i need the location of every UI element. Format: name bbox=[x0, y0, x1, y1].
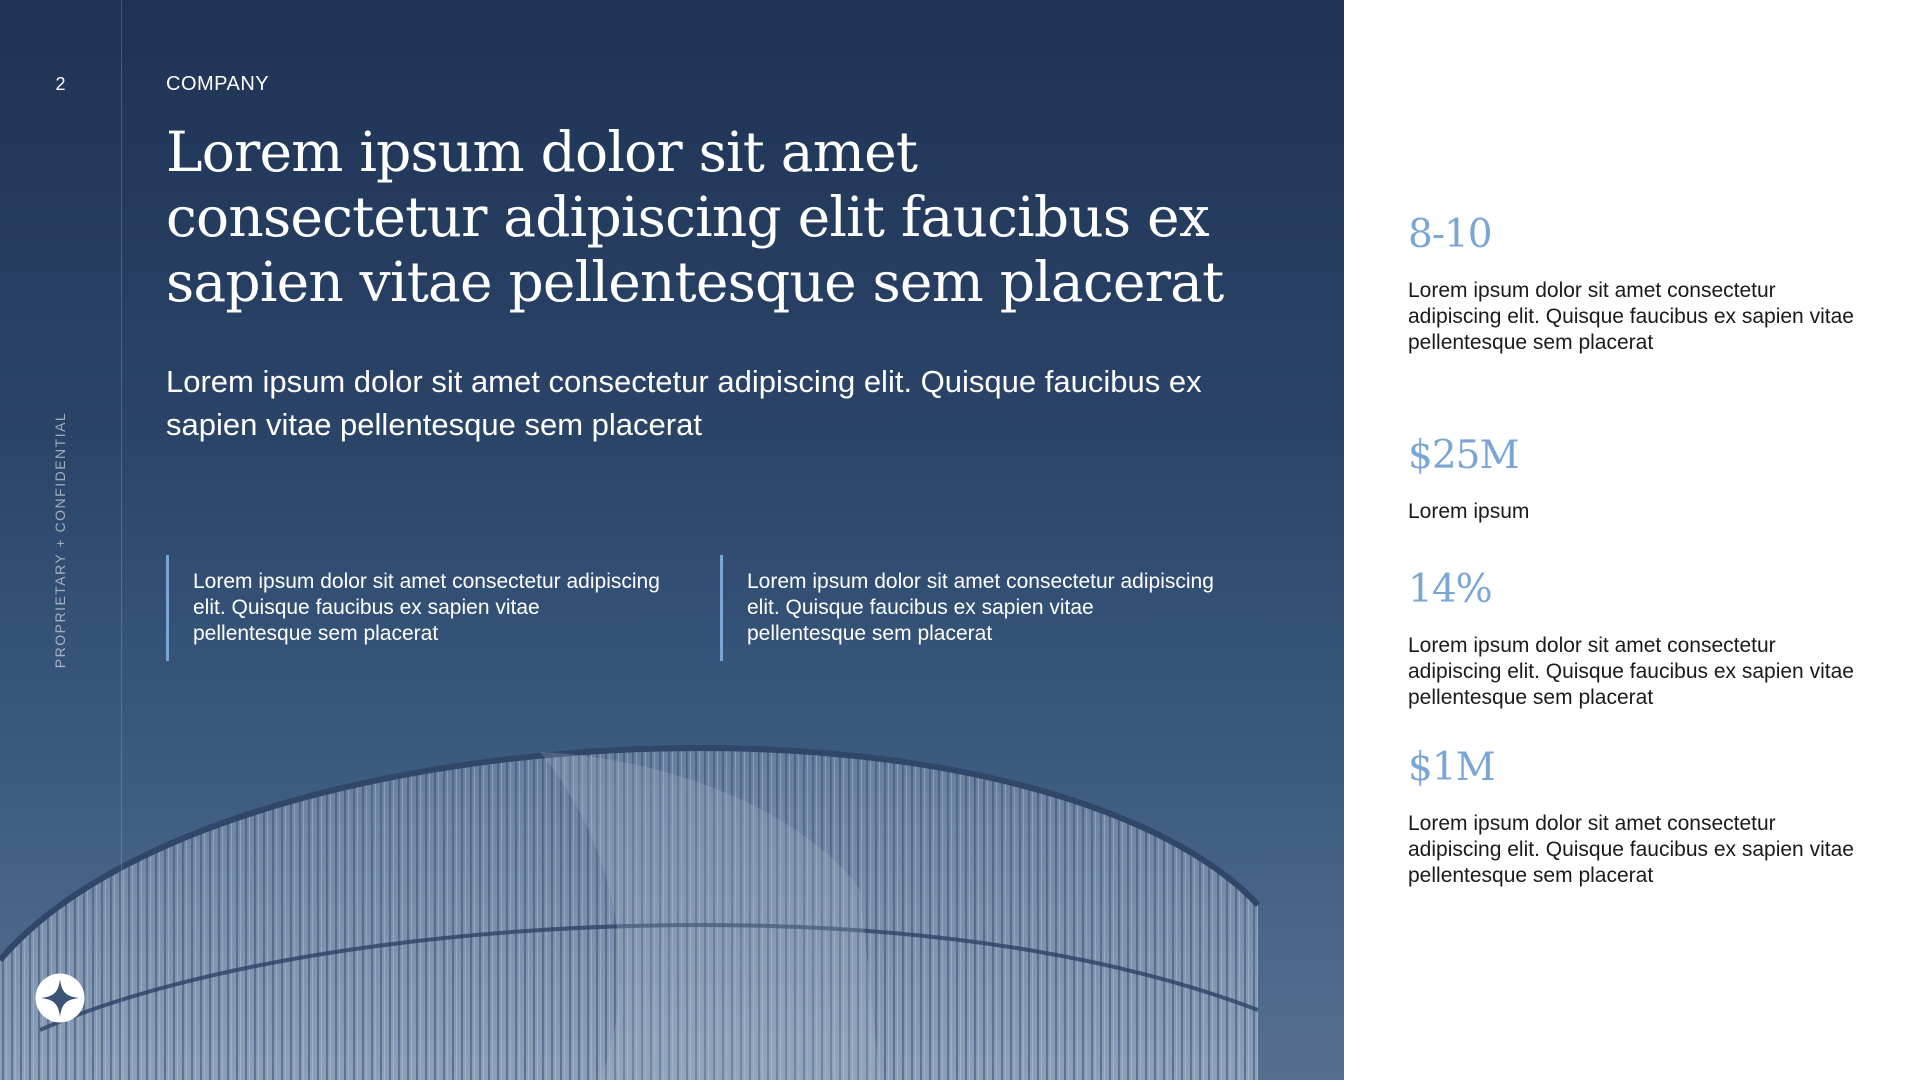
stat-item bbox=[1408, 212, 1868, 356]
stat-item bbox=[1408, 567, 1868, 711]
stat-value: 14% bbox=[1408, 567, 1492, 612]
stat-description: Lorem ipsum dolor sit amet consectetur adipiscing elit. Quisque faucibus ex sapien vitae pellentesque sem placerat bbox=[1408, 279, 1854, 354]
rail-divider bbox=[121, 0, 122, 1080]
subheading: Lorem ipsum dolor sit amet consectetur adipiscing elit. Quisque faucibus ex sapien vitae pellentesque sem placerat bbox=[166, 364, 1202, 442]
four-point-star-logo-icon bbox=[35, 973, 85, 1023]
stat-value: $25M bbox=[1408, 433, 1519, 478]
stat-item bbox=[1408, 745, 1868, 889]
stat-value: $1M bbox=[1408, 745, 1495, 790]
section-label: COMPANY bbox=[166, 73, 270, 95]
stat-description: Lorem ipsum dolor sit amet consectetur adipiscing elit. Quisque faucibus ex sapien vitae pellentesque sem placerat bbox=[1408, 812, 1854, 887]
callout-block: Lorem ipsum dolor sit amet consectetur adipiscing elit. Quisque faucibus ex sapien vitae pellentesque sem placerat bbox=[720, 555, 1217, 661]
stat-value: 8-10 bbox=[1408, 212, 1492, 257]
stat-description: Lorem ipsum bbox=[1408, 500, 1530, 523]
callout-block: Lorem ipsum dolor sit amet consectetur adipiscing elit. Quisque faucibus ex sapien vitae pellentesque sem placerat bbox=[166, 555, 663, 661]
stat-description: Lorem ipsum dolor sit amet consectetur adipiscing elit. Quisque faucibus ex sapien vitae pellentesque sem placerat bbox=[1408, 634, 1854, 709]
page-title: Lorem ipsum dolor sit amet consectetur adipiscing elit faucibus ex sapien vitae pellentesque sem placerat bbox=[166, 120, 1224, 314]
stat-item bbox=[1408, 433, 1868, 525]
page-number: 2 bbox=[55, 74, 66, 94]
confidential-label: PROPRIETARY + CONFIDENTIAL bbox=[52, 411, 68, 669]
